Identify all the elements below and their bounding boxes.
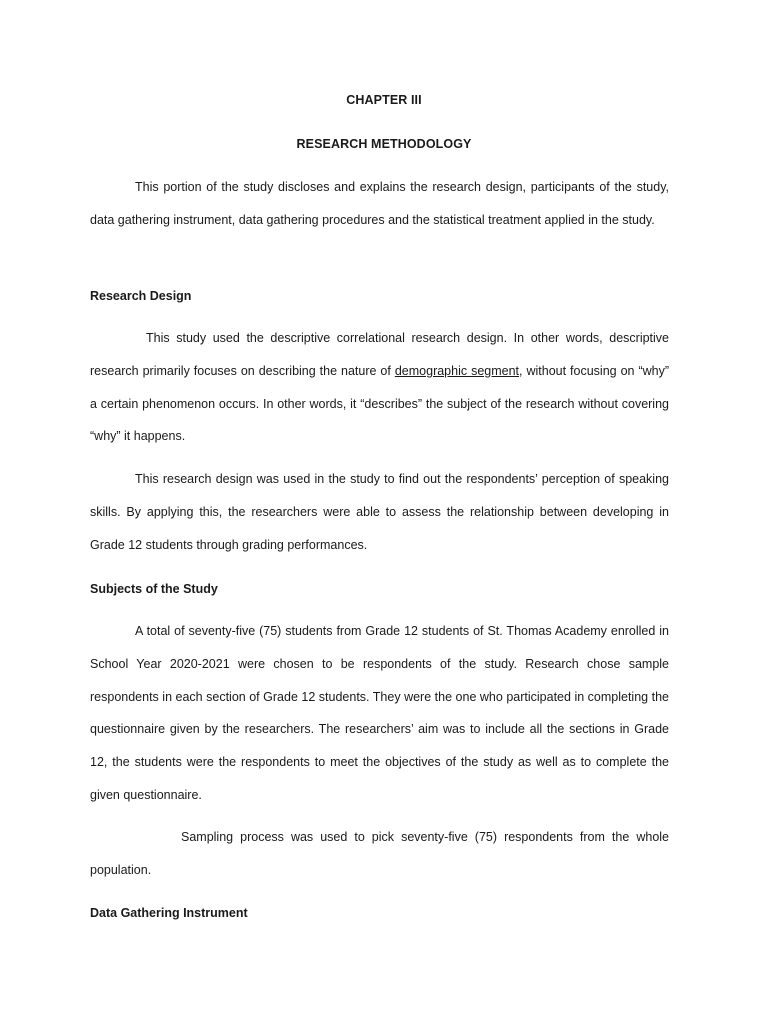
chapter-title: CHAPTER III: [346, 93, 422, 107]
demographic-segment-link[interactable]: demographic segment,: [394, 363, 523, 378]
research-design-p1-text-after: without focusing on “why” a certain phenomenon occurs. In other words, it “describes” the subject of the research without covering “why” it happens.: [90, 363, 670, 444]
intro-paragraph: This portion of the study discloses and explains the research design, participants of the study, data gathering instrument, data gathering procedures and the statistical treatment applied in the study.: [90, 180, 669, 227]
chapter-subtitle: RESEARCH METHODOLOGY: [296, 137, 472, 151]
subjects-paragraph-2: Sampling process was used to pick seventy-five (75) respondents from the whole population.: [90, 830, 669, 877]
research-design-p1-text-before: This study used the descriptive correlational research design. In other words, descriptive research primarily focuses on describing the nature of: [90, 331, 669, 378]
instrument-heading: Data Gathering Instrument: [90, 906, 248, 920]
subjects-heading: Subjects of the Study: [90, 582, 218, 596]
subjects-paragraph-1: A total of seventy-five (75) students from Grade 12 students of St. Thomas Academy enrolled in School Year 2020-2021 were chosen to be respondents of the study. Research chose sample respondents in each section of Grade 12 students. They were the one who participated in completing the questionnaire given by the researchers. The researchers’ aim was to include all the sections in Grade 12, the students were the respondents to meet the objectives of the study as well as to complete the given questionnaire.: [90, 624, 669, 802]
research-design-heading: Research Design: [90, 289, 192, 303]
research-design-paragraph-2: This research design was used in the study to find out the respondents’ perception of speaking skills. By applying this, the researchers were able to assess the relationship between developing in Grade 12 students through grading performances.: [90, 472, 669, 552]
research-design-paragraph-1: [90, 322, 669, 453]
